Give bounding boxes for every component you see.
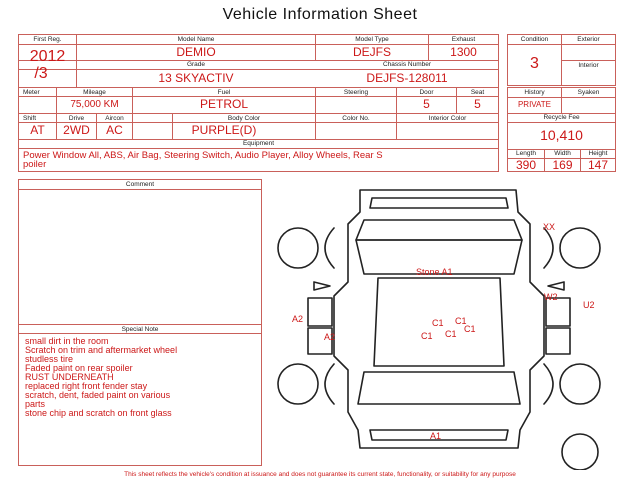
special-note-line: scratch, dent, faded paint on various <box>25 390 171 400</box>
damage-mark-c1: C1 <box>445 329 457 339</box>
right-door-front <box>546 298 570 326</box>
history-value: PRIVATE <box>517 100 552 109</box>
length-label: Length <box>516 150 536 157</box>
exhaust-label: Exhaust <box>451 36 476 43</box>
main-info-block <box>18 34 499 172</box>
body-color-value: PURPLE(D) <box>191 123 257 137</box>
first-reg-month: /3 <box>34 65 48 82</box>
mileage-label: Mileage <box>83 89 106 96</box>
equipment-line-1: Power Window All, ABS, Air Bag, Steering Switch, Audio Player, Alloy Wheels, Rear S <box>23 150 383 161</box>
history-label: History <box>524 89 545 96</box>
equipment-label: Equipment <box>242 140 275 147</box>
recycle-fee-label: Recycle Fee <box>543 114 580 121</box>
height-value: 147 <box>587 158 609 172</box>
wheel-rear-right <box>560 364 600 404</box>
drive-label: Drive <box>68 115 85 122</box>
damage-mark-a2-left: A2 <box>292 314 304 324</box>
special-note-line: Scratch on trim and aftermarket wheel <box>25 345 178 355</box>
history-block <box>507 87 616 172</box>
syaken-label: Syaken <box>577 89 600 96</box>
damage-mark-xx: XX <box>543 222 556 232</box>
recycle-fee-value: 10,410 <box>540 127 583 143</box>
comment-block <box>18 179 262 466</box>
shift-label: Shift <box>23 115 37 122</box>
wheel-rear-left <box>278 364 318 404</box>
wheel-front-right <box>560 228 600 268</box>
width-value: 169 <box>552 158 573 172</box>
first-reg-label: First Reg. <box>33 36 62 43</box>
damage-mark-c1: C1 <box>432 318 444 328</box>
front-bumper <box>370 198 508 208</box>
spare-tire <box>562 434 598 470</box>
color-no-label: Color No. <box>342 115 370 122</box>
right-door-rear <box>546 328 570 354</box>
condition-value: 3 <box>530 55 539 72</box>
aircon-label: Aircon <box>105 115 124 122</box>
body-color-label: Body Color <box>227 115 261 122</box>
drive-value: 2WD <box>63 123 90 137</box>
arch-front-right <box>544 228 553 268</box>
special-note-line: replaced right front fender stay <box>25 381 148 391</box>
sheet-title: Vehicle Information Sheet <box>222 6 418 23</box>
seat-label: Seat <box>470 89 485 96</box>
special-note-line: small dirt in the room <box>25 336 109 346</box>
aircon-value: AC <box>106 123 123 137</box>
meter-label: Meter <box>23 89 40 96</box>
condition-label: Condition <box>520 36 549 43</box>
rear-window <box>358 372 520 404</box>
width-label: Width <box>554 150 571 157</box>
special-note-line: parts <box>25 399 46 409</box>
disclaimer-footer: This sheet reflects the vehicle's condition at issuance and does not guarantee its current state, functionality, or suitability for any purpose <box>124 471 516 478</box>
arch-rear-left <box>325 364 334 404</box>
exterior-label: Exterior <box>577 36 600 43</box>
height-label: Height <box>588 150 608 157</box>
door-value: 5 <box>423 97 430 111</box>
damage-mark-w2: W2 <box>544 292 558 302</box>
chassis-number-label: Chassis Number <box>382 61 432 68</box>
fuel-label: Fuel <box>217 89 231 96</box>
wheel-front-left <box>278 228 318 268</box>
special-note-line: Faded paint on rear spoiler <box>25 363 133 373</box>
special-note-line: RUST UNDERNEATH <box>25 372 114 382</box>
shift-value: AT <box>30 123 45 137</box>
damage-mark-stone-a1: Stone A1 <box>416 267 453 277</box>
length-value: 390 <box>515 158 537 172</box>
equipment-line-2: poiler <box>23 159 47 170</box>
damage-mark-c1: C1 <box>421 331 433 341</box>
model-type-label: Model Type <box>355 36 389 43</box>
damage-mark-u2: U2 <box>583 300 595 310</box>
fuel-value: PETROL <box>199 97 248 111</box>
grade-label: Grade <box>186 61 206 68</box>
right-mirror <box>548 282 564 290</box>
damage-mark-a2-inner: A2 <box>324 332 336 342</box>
damage-mark-a1-bottom: A1 <box>430 431 442 441</box>
grade-value: 13 SKYACTIV <box>158 71 234 85</box>
interior-label: Interior <box>578 62 599 69</box>
model-name-label: Model Name <box>177 36 215 43</box>
arch-rear-right <box>544 364 553 404</box>
condition-block <box>507 34 616 86</box>
exhaust-value: 1300 <box>450 45 477 59</box>
chassis-number-value: DEJFS-128011 <box>366 71 448 85</box>
special-note-line: studless tire <box>25 354 74 364</box>
seat-value: 5 <box>474 97 481 111</box>
special-note-label: Special Note <box>121 326 159 333</box>
interior-color-label: Interior Color <box>428 115 467 122</box>
damage-mark-c1: C1 <box>455 316 467 326</box>
damage-mark-c1: C1 <box>464 324 476 334</box>
special-note-line: stone chip and scratch on front glass <box>25 408 172 418</box>
comment-label: Comment <box>125 181 155 188</box>
mileage-value: 75,000 KM <box>70 99 119 110</box>
first-reg-year: 2012 <box>29 48 66 65</box>
special-note-list <box>25 337 259 418</box>
steering-label: Steering <box>343 89 369 96</box>
arch-front-left <box>325 228 334 268</box>
left-door-front <box>308 298 332 326</box>
left-mirror <box>314 282 330 290</box>
windshield <box>356 220 522 240</box>
door-label: Door <box>419 89 434 96</box>
model-name-value: DEMIO <box>176 45 216 59</box>
model-type-value: DEJFS <box>352 45 391 59</box>
